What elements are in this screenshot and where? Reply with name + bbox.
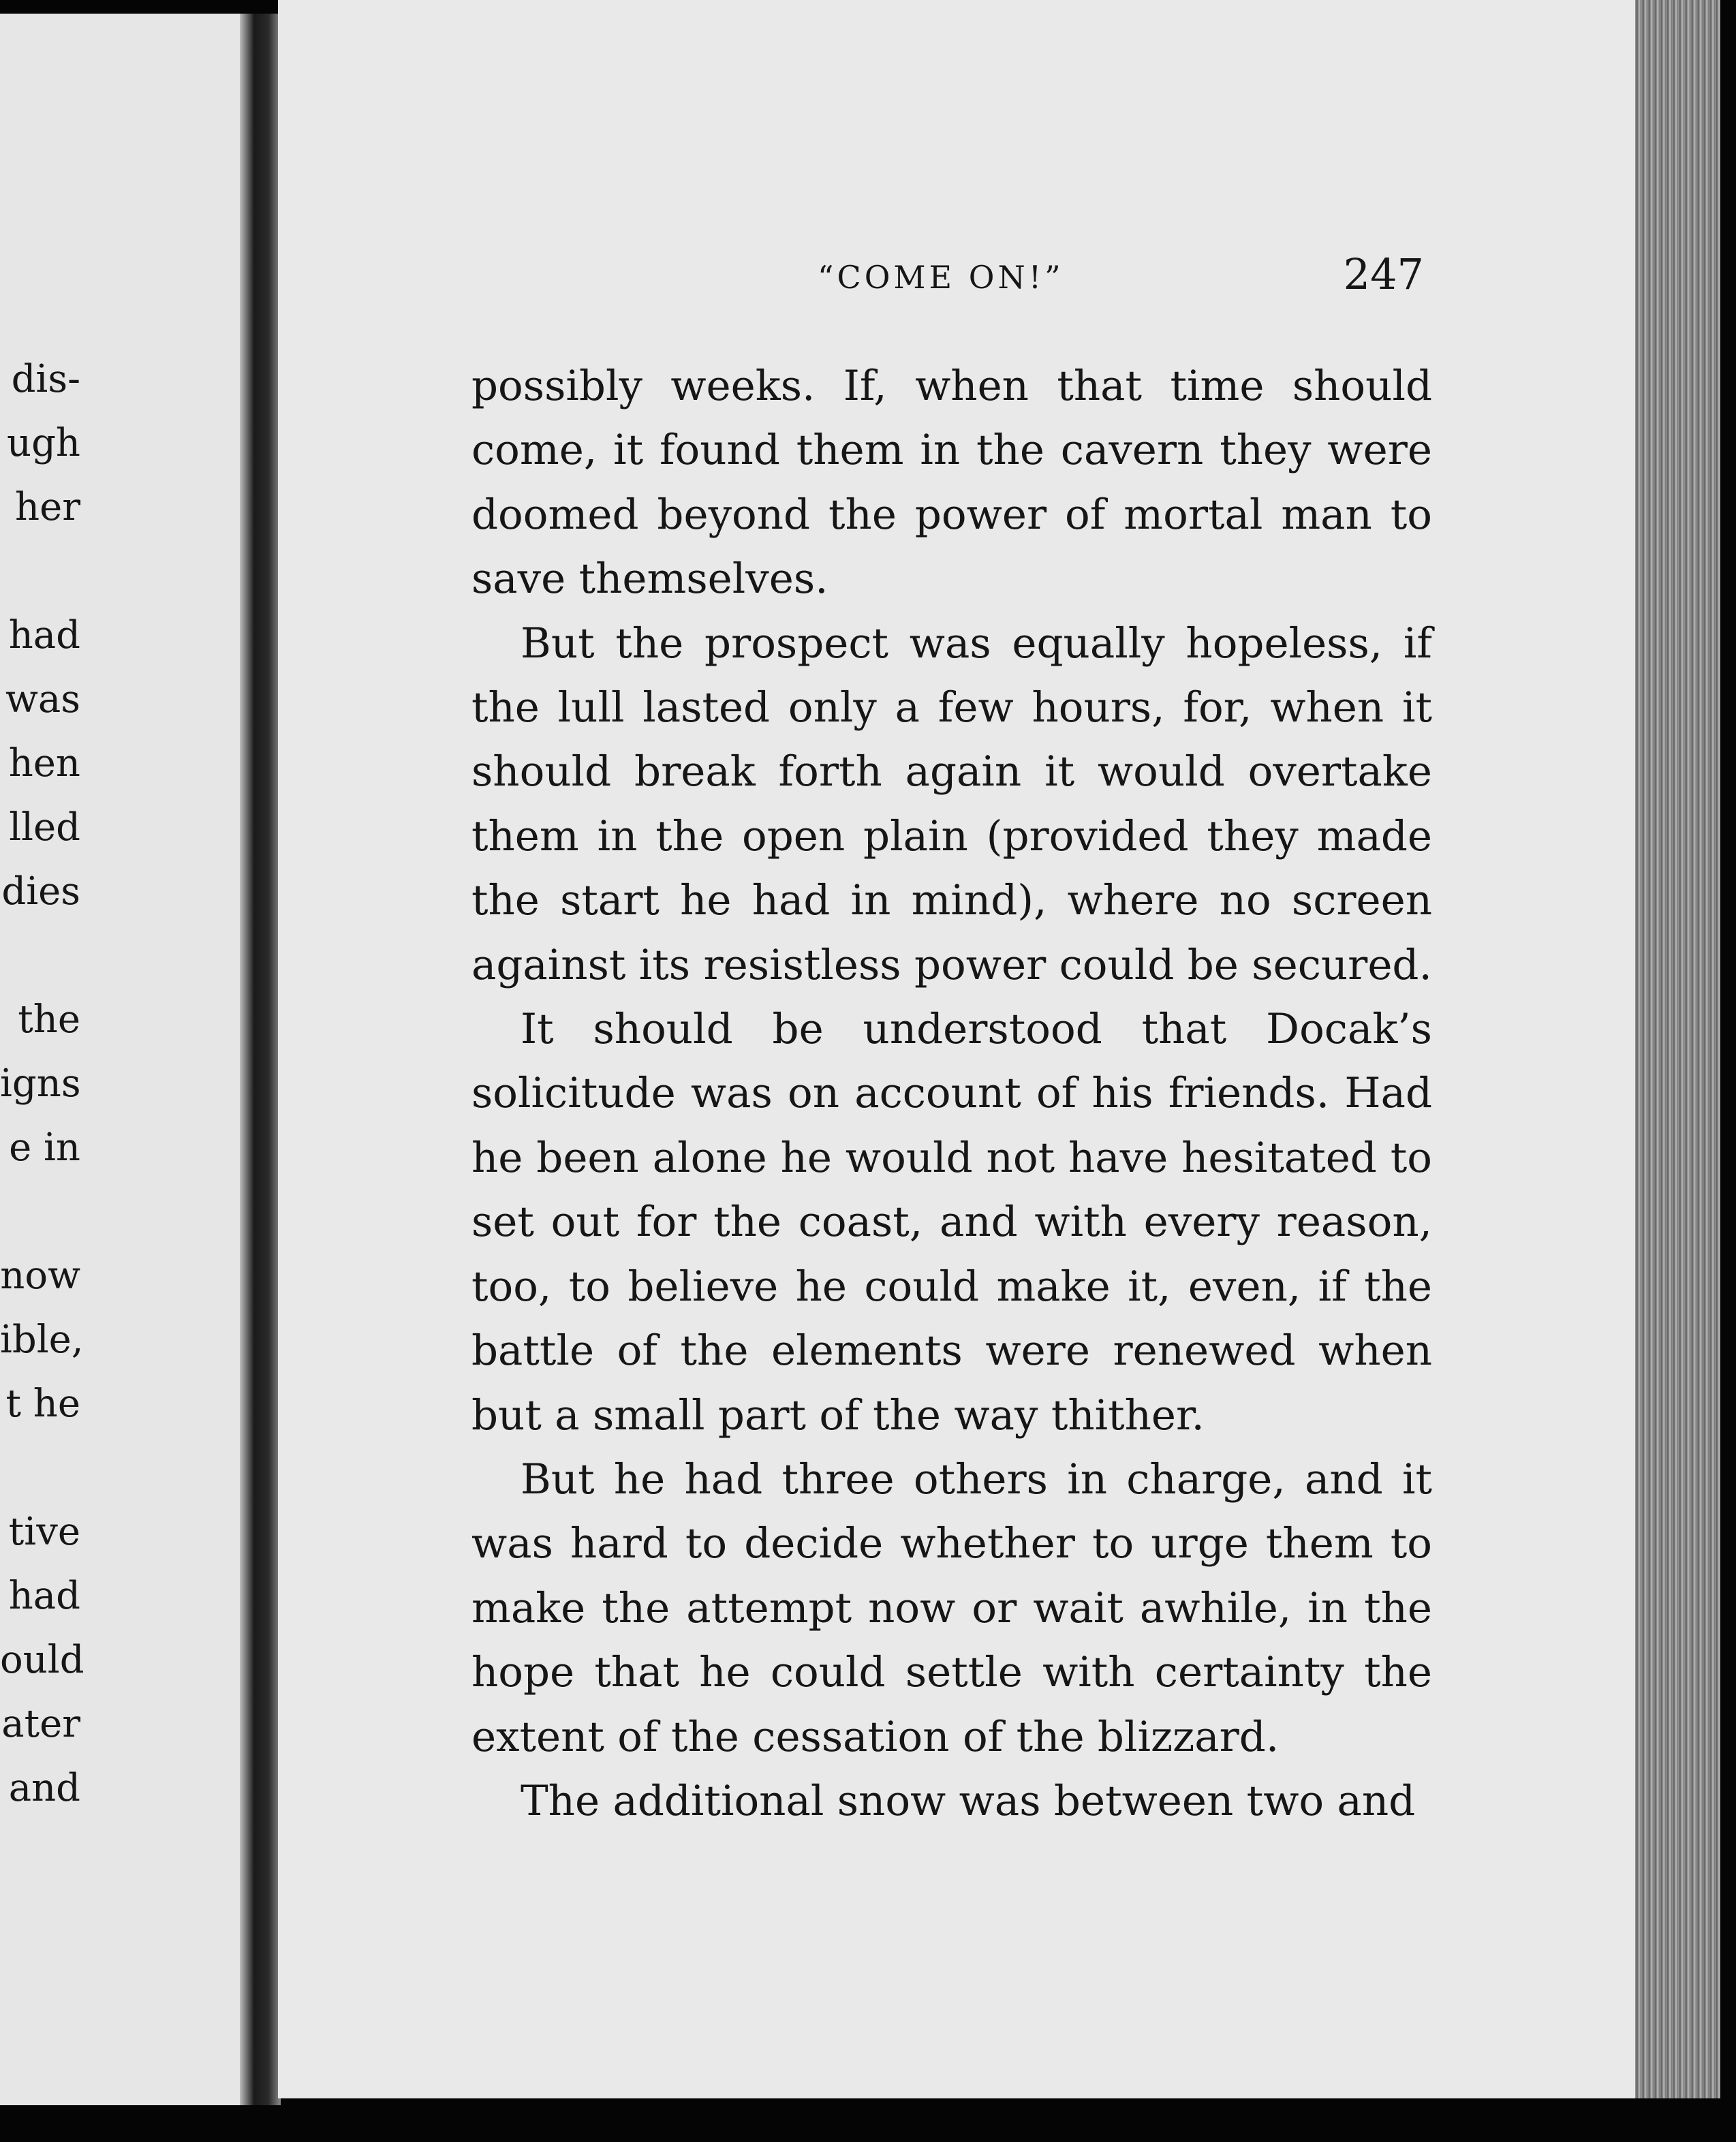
left-fragment xyxy=(0,1180,80,1244)
left-fragment: had xyxy=(8,1574,80,1618)
left-fragment: tive xyxy=(8,1510,80,1554)
left-page-text-fragments xyxy=(0,347,84,1820)
paragraph: It should be understood that Docak’s solicitude was on account of his friends. Had he been alone he would not have hesitated to set out for the coast, and with every reason, too, to believe he could make it, even, if the battle of the elements were renewed when but a small part of the way thither. xyxy=(471,1005,1432,1440)
left-fragment xyxy=(0,1436,80,1500)
left-fragment: and xyxy=(8,1766,80,1810)
left-fragment: now xyxy=(0,1254,80,1298)
paragraph: The additional snow was between two and xyxy=(521,1776,1416,1825)
left-fragment: ould xyxy=(0,1638,84,1682)
left-fragment: the xyxy=(18,997,80,1042)
page-edges xyxy=(1635,0,1720,2098)
left-fragment: igns xyxy=(0,1061,81,1106)
left-fragment: had xyxy=(8,613,80,657)
left-fragment: her xyxy=(15,485,80,529)
left-fragment: ible, xyxy=(0,1318,84,1362)
paragraph: But he had three others in charge, and it was hard to decide whether to urge them to make the attempt now or wait awhile, in the hope that he could settle with certainty the extent of the cessation of the blizzard. xyxy=(471,1455,1432,1761)
left-fragment: ater xyxy=(1,1702,80,1746)
left-fragment: dis- xyxy=(11,357,80,401)
left-fragment: e in xyxy=(9,1126,80,1170)
left-fragment: t he xyxy=(5,1382,80,1426)
left-fragment xyxy=(0,540,80,604)
left-fragment: lled xyxy=(9,805,80,850)
left-fragment: ugh xyxy=(7,421,80,465)
left-fragment: hen xyxy=(8,741,80,786)
page-number: 247 xyxy=(1343,249,1424,299)
paragraph: possibly weeks. If, when that time should come, it found them in the cavern they were doomed beyond the power of mortal man to save themselves. xyxy=(471,362,1432,604)
book-gutter xyxy=(240,14,281,2105)
left-fragment xyxy=(0,924,80,988)
left-fragment: dies xyxy=(1,869,80,914)
body-text xyxy=(471,354,1432,1833)
left-fragment: was xyxy=(5,677,80,721)
running-title: “COME ON!” xyxy=(818,259,1064,296)
paragraph: But the prospect was equally hopeless, if the lull lasted only a few hours, for, when it should break forth again it would overtake them in the open plain (provided they made the start he had in mind), where no screen against its resistless power could be secured. xyxy=(471,619,1432,989)
page-header xyxy=(818,247,1424,308)
